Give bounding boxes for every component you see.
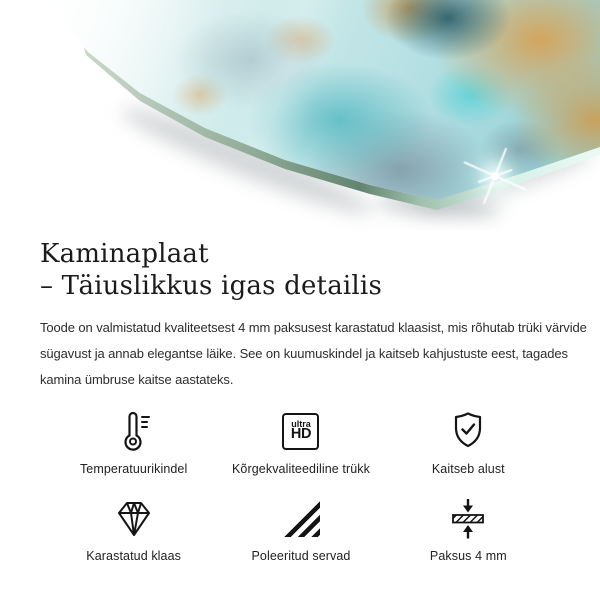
thickness-icon [446, 496, 490, 540]
feature-tempered-glass [50, 496, 217, 563]
product-photo [0, 0, 600, 230]
feature-label: Poleeritud servad [251, 549, 351, 563]
product-description: Toode on valmistatud kvaliteetsest 4 mm paksusest karastatud klaasist, mis rõhutab trüki värvide sügavust ja annab elegantse läike. See on kuumuskindel ja kaitseb kahjustuste eest, tagades kamina ümbruse kaitse aastateks. [40, 320, 587, 387]
feature-thickness [385, 496, 552, 563]
page-title [40, 238, 570, 302]
page-title-line2: – Täiuslikkus igas detailis [40, 271, 382, 301]
page-title-line1: Kaminaplaat [40, 239, 209, 269]
feature-print-quality [217, 409, 384, 476]
feature-grid [40, 409, 570, 563]
diamond-icon [112, 496, 156, 540]
ultra-hd-icon-text-top: ultra [291, 418, 311, 429]
thermometer-icon [112, 409, 156, 453]
feature-label: Temperatuurikindel [79, 462, 188, 476]
feature-protects-base [385, 409, 552, 476]
feature-temperature [50, 409, 217, 476]
feature-label: Karastatud klaas [86, 549, 182, 563]
feature-label: Paksus 4 mm [429, 549, 507, 563]
shield-check-icon [446, 409, 490, 453]
ultra-hd-icon-text-bottom: HD [290, 426, 312, 443]
feature-label: Kaitseb alust [431, 462, 505, 476]
polished-edges-icon [282, 496, 320, 540]
feature-label: Kõrgekvaliteediline trükk [231, 462, 370, 476]
feature-polished-edges [217, 496, 384, 563]
ultra-hd-icon [282, 409, 319, 453]
